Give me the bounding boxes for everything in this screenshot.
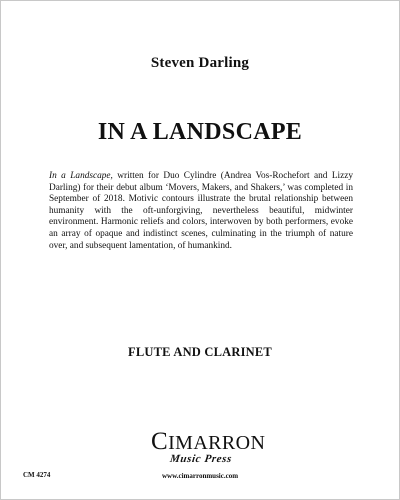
catalog-number: CM 4274 — [23, 471, 51, 479]
publisher-logo-wordmark — [151, 428, 266, 455]
publisher-logo — [151, 428, 266, 473]
composer-name: Steven Darling — [150, 55, 250, 71]
publisher-logo-initial: C — [151, 428, 169, 455]
piece-title: IN A LANDSCAPE — [97, 119, 303, 145]
program-note — [49, 171, 353, 252]
publisher-logo-subtitle: Music Press — [169, 453, 233, 465]
program-note-italic-lead: In a Landscape, — [49, 171, 113, 181]
publisher-website: www.cimarronmusic.com — [161, 472, 239, 480]
program-note-body: written for Duo Cylindre (Andrea Vos-Rochefort and Lizzy Darling) for their debut album ‘Movers, Makers, and Shakers,’ was completed in September of 2018. Motivic contours illustrate the brutal relationship between humanity with the oft-unforgiving, nevertheless beautiful, midwinter environment. Harmonic reliefs and colors, interwoven by both performers, evoke an array of opaque and indistinct scenes, culminating in the triumph of nature over, and subsequent lamentation, of humankind. — [49, 171, 353, 251]
instrumentation: FLUTE AND CLARINET — [128, 345, 272, 359]
publisher-logo-rest: IMARRON — [168, 432, 266, 454]
